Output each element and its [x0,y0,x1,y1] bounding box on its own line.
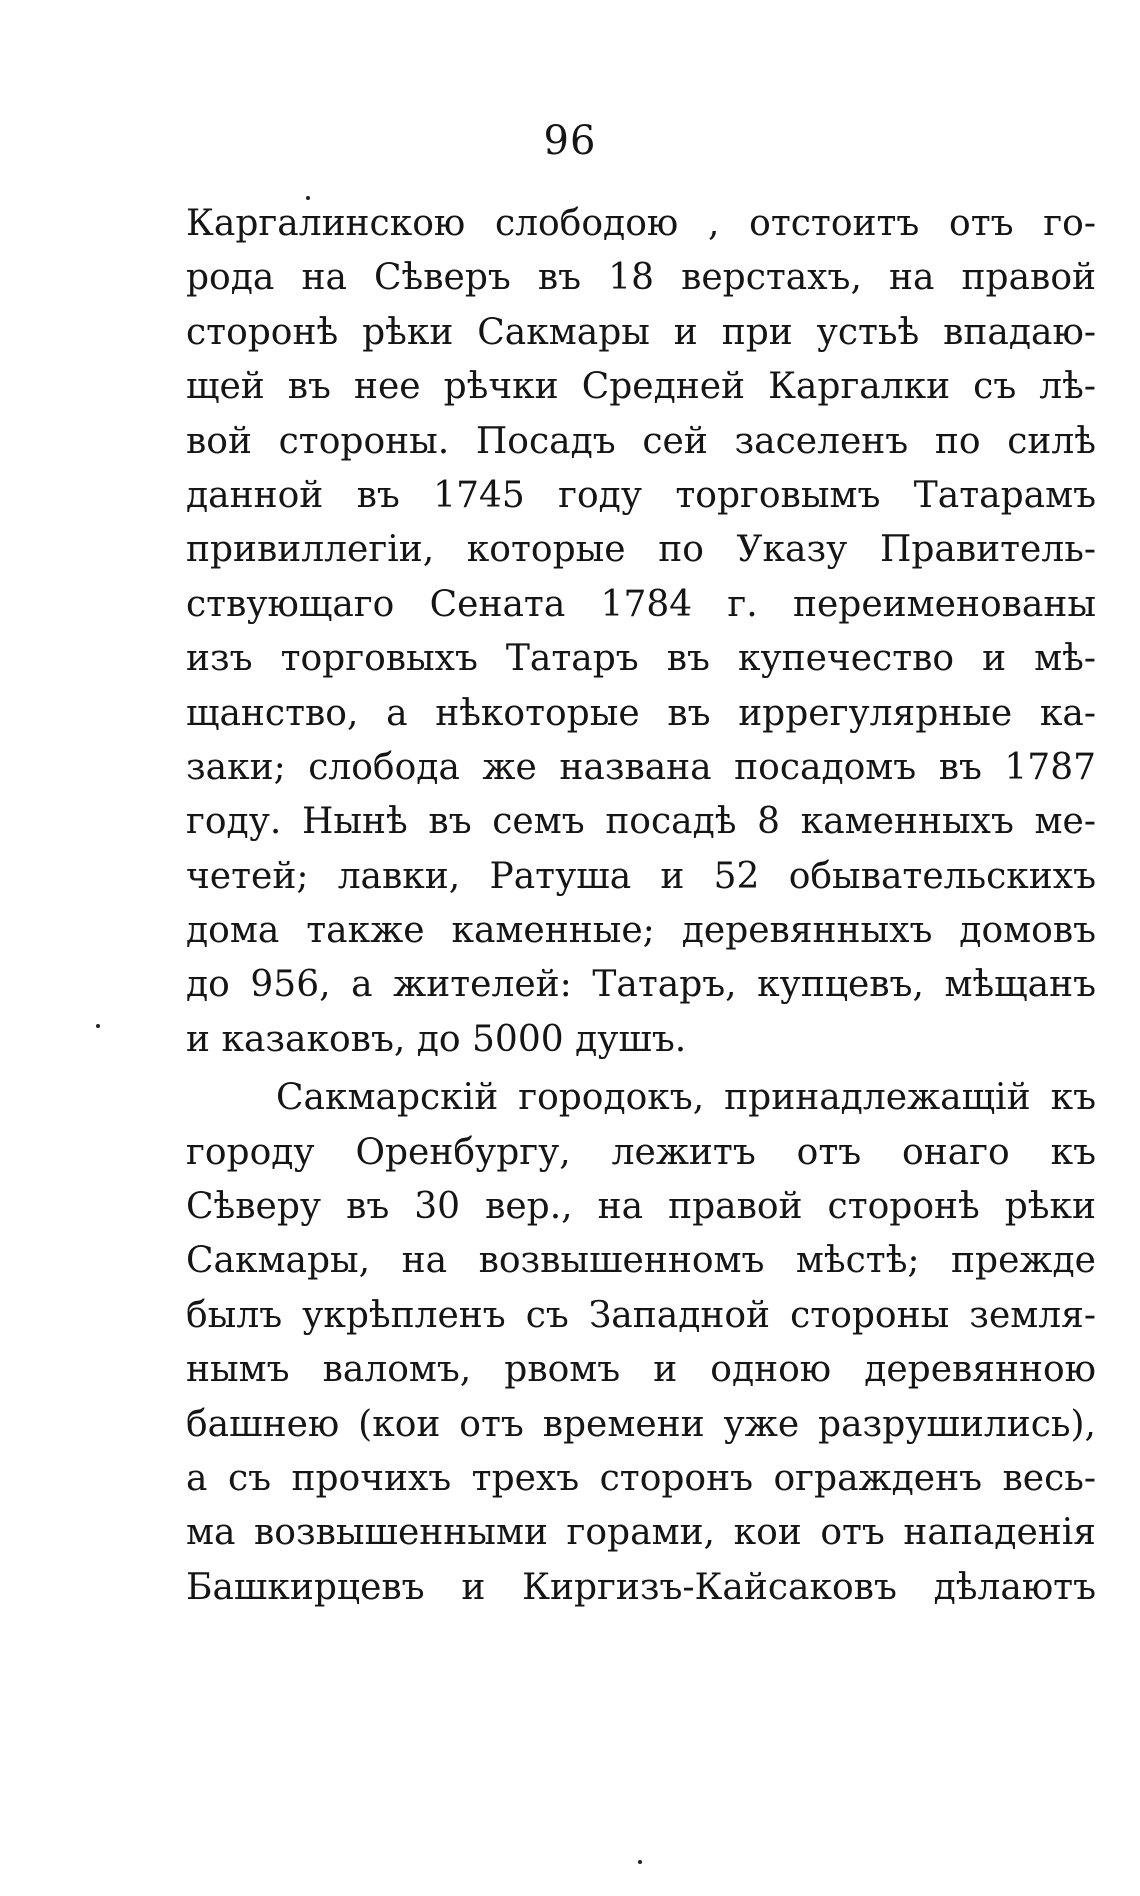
text-line: году. Нынѣ въ семъ посадѣ 8 каменныхъ ме- [186,801,1096,843]
text-line: щей въ нее рѣчки Средней Каргалки съ лѣ- [186,366,1096,408]
print-speck [96,1024,100,1028]
text-line: ма возвышенными горами, кои отъ нападенія [186,1512,1096,1554]
print-speck [638,1860,642,1864]
text-line: заки; слобода же названа посадомъ въ 1787 [186,746,1096,788]
page-number: 96 [543,118,597,164]
text-line: нымъ валомъ, рвомъ и одною деревянною [186,1349,1096,1391]
text-line: данной въ 1745 году торговымъ Татарамъ [186,474,1096,516]
text-line: а съ прочихъ трехъ сторонъ огражденъ весь- [186,1457,1096,1499]
text-line: башнею (кои отъ времени уже разрушились), [186,1403,1096,1445]
text-line: ствующаго Сената 1784 г. переименованы [186,583,1096,625]
text-line: Сѣверу въ 30 вер., на правой сторонѣ рѣки [186,1186,1096,1228]
text-line: Сакмары, на возвышенномъ мѣстѣ; прежде [186,1240,1096,1282]
text-line: до 956, а жителей: Татаръ, купцевъ, мѣщанъ [186,964,1096,1006]
text-line: щанство, а нѣкоторые въ иррегулярные ка- [186,692,1096,734]
paragraph-2 [186,1071,1096,1615]
text-line: и казаковъ, до 5000 душъ. [186,1018,687,1060]
paragraph-1 [186,197,1096,1067]
text-line: Каргалинскою слободою , отстоитъ отъ го- [186,203,1096,244]
text-line: дома также каменные; деревянныхъ домовъ [186,910,1096,952]
text-line: привиллегіи, которые по Указу Правитель- [186,529,1096,571]
text-line: вой стороны. Посадъ сей заселенъ по силѣ [186,420,1096,462]
text-line: сторонѣ рѣки Сакмары и при устьѣ впадаю- [186,311,1096,353]
body-text [186,197,1096,1615]
text-line: изъ торговыхъ Татаръ въ купечество и мѣ- [186,638,1096,680]
text-line: Сакмарскій городокъ, принадлежащій къ [276,1077,1096,1119]
text-line: Башкирцевъ и Киргизъ-Кайсаковъ дѣлаютъ [186,1566,1096,1608]
print-speck [306,196,310,200]
text-line: городу Оренбургу, лежитъ отъ онаго къ [186,1131,1096,1173]
text-line: четей; лавки, Ратуша и 52 обывательскихъ [186,855,1096,897]
text-line: былъ укрѣпленъ съ Западной стороны земля- [186,1294,1096,1336]
text-line: рода на Сѣверъ въ 18 верстахъ, на правой [186,257,1096,299]
